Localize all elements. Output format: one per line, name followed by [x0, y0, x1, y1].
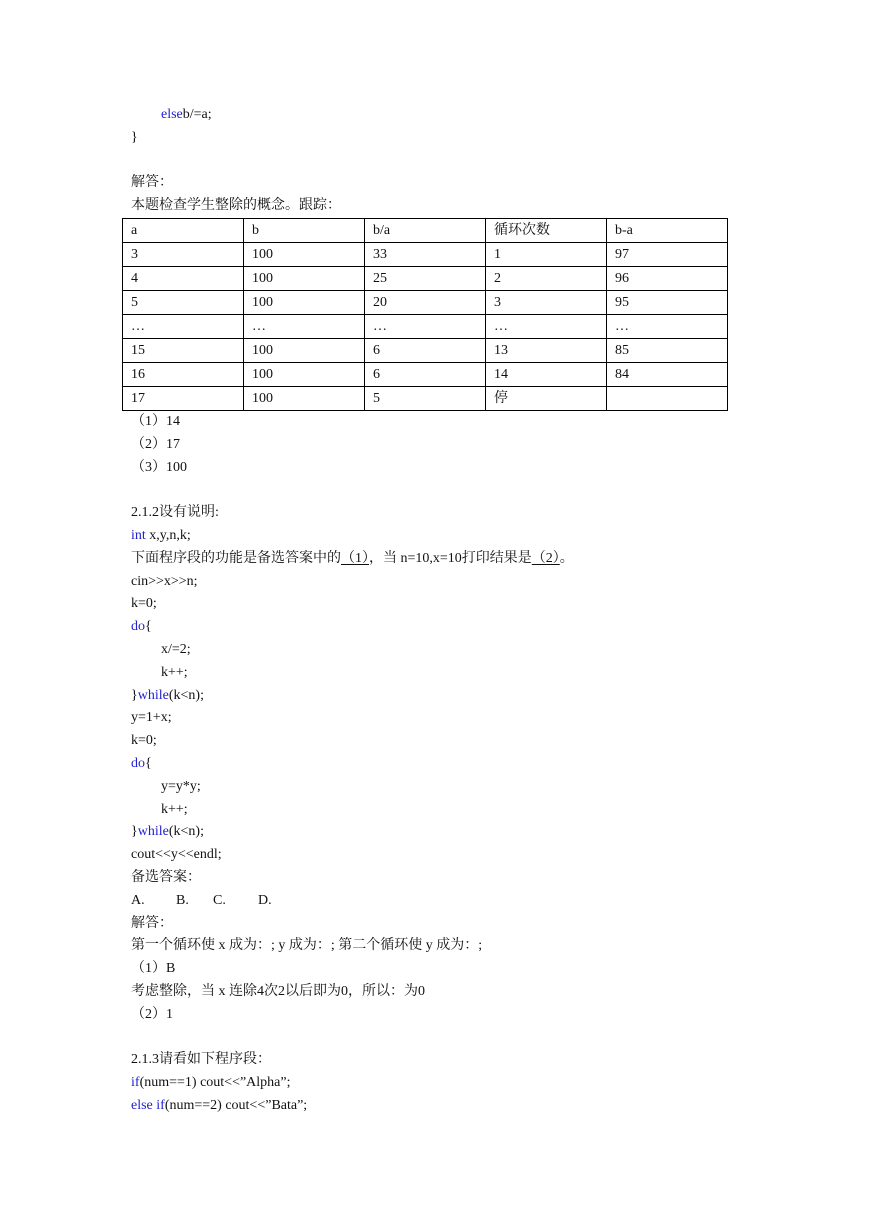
- code-line: if(num==1) cout<<”Alpha”;: [131, 1075, 291, 1091]
- result-line: （1）14: [131, 413, 180, 429]
- code-line: do{: [131, 619, 152, 635]
- answer-heading: 解答：: [131, 915, 173, 931]
- keyword-if: if: [131, 1075, 140, 1091]
- keyword-while: while: [137, 824, 169, 840]
- option-d: D.: [258, 892, 272, 908]
- code-line: k=0;: [131, 733, 157, 749]
- code-line: x/=2;: [161, 641, 191, 657]
- table-row: 4 100 25 2 96: [123, 266, 728, 290]
- code-line: cin>>x>>n;: [131, 573, 198, 589]
- table-row: 17 100 5 停: [123, 386, 728, 410]
- code-line: y=y*y;: [161, 778, 201, 794]
- explanation-line: 第一个循环使 x 成为：; y 成为：; 第二个循环使 y 成为：;: [131, 938, 483, 954]
- option-b: B.: [176, 892, 189, 908]
- question-title-213: 2.1.3请看如下程序段：: [131, 1052, 271, 1068]
- keyword-while: while: [137, 687, 169, 703]
- keyword-else-if: else if: [131, 1097, 165, 1113]
- code-line: cout<<y<<endl;: [131, 847, 222, 863]
- code-line: k++;: [161, 801, 188, 817]
- result-line: （3）100: [131, 459, 187, 475]
- table-row: 16 100 6 14 84: [123, 362, 728, 386]
- code-else-line: elseb/=a;: [161, 107, 212, 122]
- keyword-int: int: [131, 527, 146, 543]
- answer-blank-1: （1）: [341, 550, 369, 566]
- code-line: do{: [131, 755, 152, 771]
- table-row: 15 100 6 13 85: [123, 338, 728, 362]
- question-title-212: 2.1.2设有说明:: [131, 505, 219, 521]
- table-header-row: a b b/a 循环次数 b-a: [123, 218, 728, 242]
- trace-table: [122, 218, 728, 411]
- answer-intro: 本题检查学生整除的概念。跟踪：: [131, 198, 341, 214]
- table-row: 3 100 33 1 97: [123, 242, 728, 266]
- table-row: 5 100 20 3 95: [123, 290, 728, 314]
- code-close-brace: }: [131, 129, 138, 145]
- options-heading: 备选答案：: [131, 869, 201, 885]
- code-line: else if(num==2) cout<<”Bata”;: [131, 1097, 308, 1113]
- document-page: [131, 104, 751, 1118]
- code-line: }while(k<n);: [131, 687, 204, 703]
- explanation-line: 考虑整除，当 x 连除4次2以后即为0，所以：为0: [131, 983, 425, 999]
- code-line: k++;: [161, 664, 188, 680]
- option-a: A.: [131, 892, 145, 908]
- code-line: }while(k<n);: [131, 824, 204, 840]
- table-row: … … … … …: [123, 314, 728, 338]
- code-line: y=1+x;: [131, 710, 172, 726]
- question-description: 下面程序段的功能是备选答案中的（1），当 n=10,x=10打印结果是（2）。: [131, 550, 574, 566]
- answer-blank-2: （2）: [531, 550, 560, 566]
- keyword-else: else: [161, 107, 183, 122]
- keyword-do: do: [131, 619, 145, 635]
- option-c: C.: [213, 892, 226, 908]
- keyword-do: do: [131, 755, 145, 771]
- options-line: [131, 890, 751, 913]
- answer-heading: 解答：: [131, 175, 173, 191]
- result-line: （2）17: [131, 436, 180, 452]
- answer-line: （1）B: [131, 961, 176, 977]
- answer-line: （2）1: [131, 1006, 173, 1022]
- code-line: k=0;: [131, 596, 157, 612]
- declaration-line: int x,y,n,k;: [131, 527, 191, 543]
